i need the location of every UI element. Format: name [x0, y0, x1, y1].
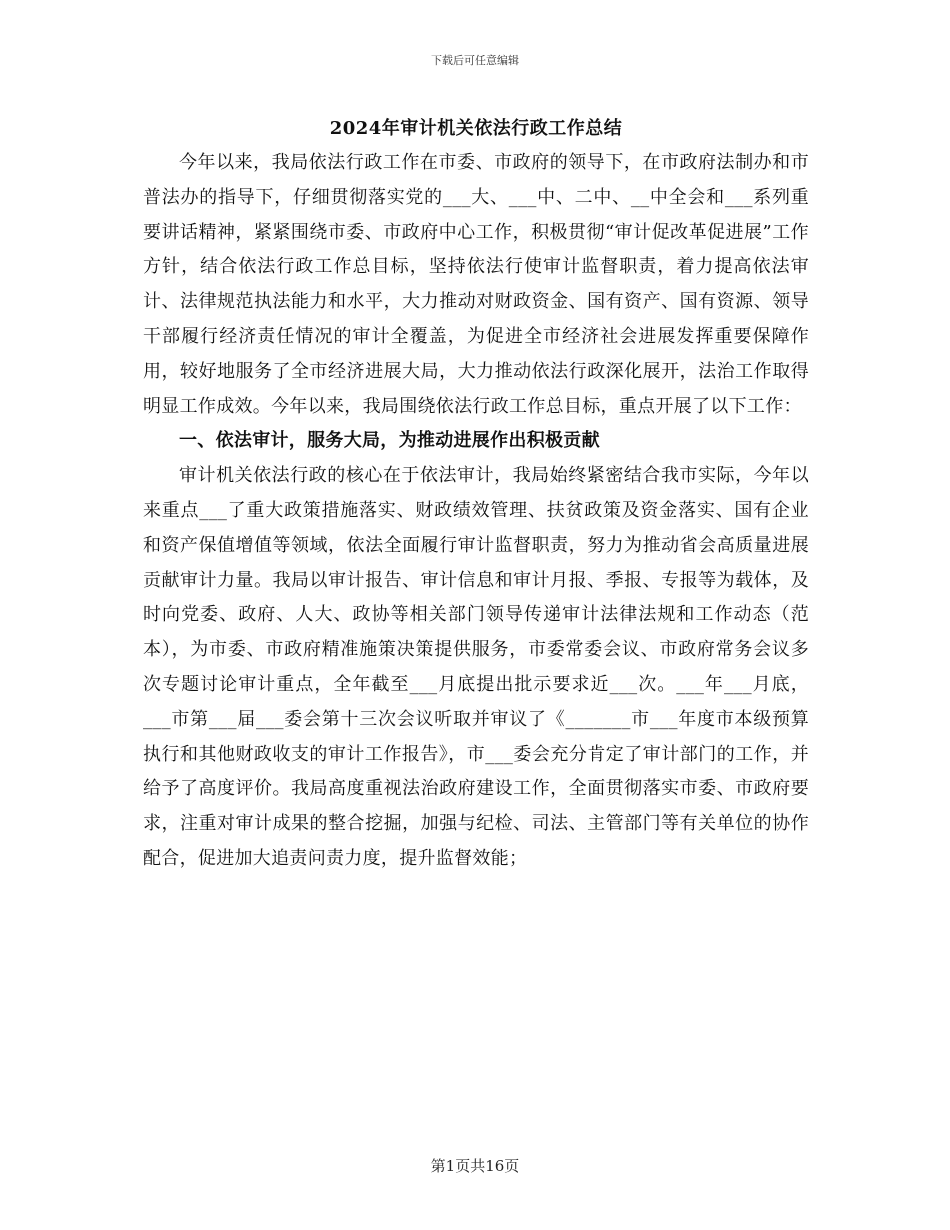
- section-paragraph: 审计机关依法行政的核心在于依法审计，我局始终紧密结合我市实际，今年以来重点___了重大政策措施落实、财政绩效管理、扶贫政策及资金落实、国有企业和资产保值增值等领域，依法全面履行审计监督职责，努力为推动省会高质量进展贡献审计力量。我局以审计报告、审计信息和审计月报、季报、专报等为载体，及时向党委、政府、人大、政协等相关部门领导传递审计法律法规和工作动态（范本），为市委、市政府精准施策决策提供服务，市委常委会议、市政府常务会议多次专题讨论审计重点，全年截至___月底提出批示要求近___次。___年___月底，___市第___届___委会第十三次会议听取并审议了《_______市___年度市本级预算执行和其他财政收支的审计工作报告》，市___委会充分肯定了审计部门的工作，并给予了高度评价。我局高度重视法治政府建设工作，全面贯彻落实市委、市政府要求，注重对审计成果的整合挖掘，加强与纪检、司法、主管部门等有关单位的协作配合，促进加大追责问责力度，提升监督效能；: [143, 465, 809, 869]
- document-body: [143, 112, 809, 877]
- section-heading: 一、依法审计，服务大局，为推动进展作出积极贡献: [179, 430, 600, 452]
- document-title: 2024年审计机关依法行政工作总结: [329, 118, 623, 139]
- page-header: 下载后可任意编辑: [431, 54, 519, 67]
- intro-paragraph: 今年以来，我局依法行政工作在市委、市政府的领导下，在市政府法制办和市普法办的指导下，仔细贯彻落实党的___大、___中、二中、__中全会和___系列重要讲话精神，紧紧围绕市委、市政府中心工作，积极贯彻“审计促改革促进展”工作方针，结合依法行政工作总目标，坚持依法行使审计监督职责，着力提高依法审计、法律规范执法能力和水平，大力推动对财政资金、国有资产、国有资源、领导干部履行经济责任情况的审计全覆盖，为促进全市经济社会进展发挥重要保障作用，较好地服务了全市经济进展大局，大力推动依法行政深化展开，法治工作取得明显工作成效。今年以来，我局围绕依法行政工作总目标，重点开展了以下工作：: [143, 152, 809, 417]
- page-number: 第1页共16页: [430, 1157, 520, 1175]
